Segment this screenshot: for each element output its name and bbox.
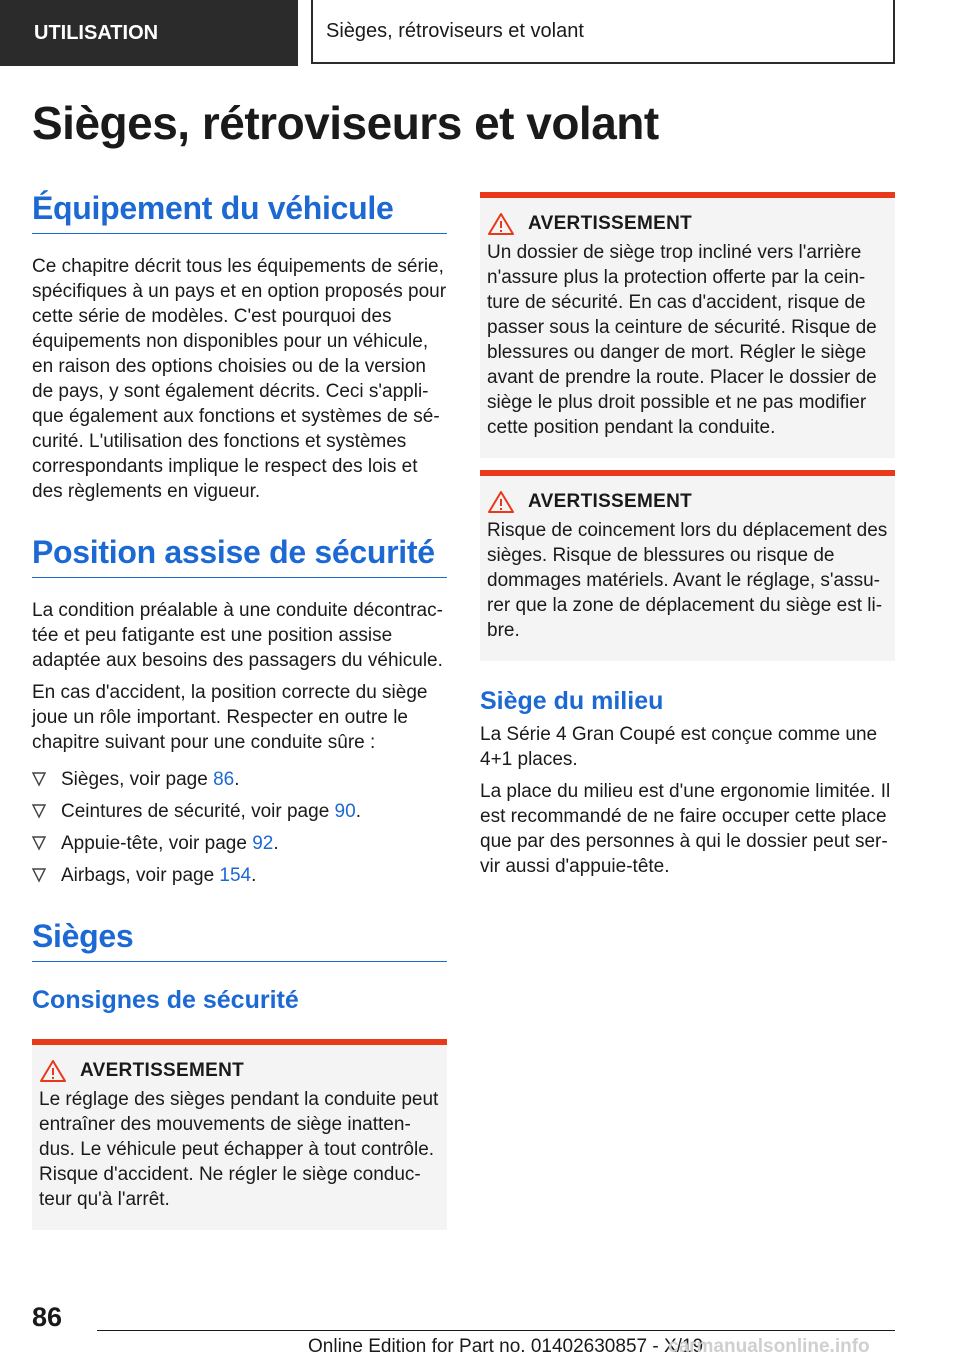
triangle-bullet-icon [32,867,46,883]
subheading-safety-notes: Consignes de sécurité [32,986,299,1014]
chapter-tab[interactable]: Sièges, rétroviseurs et volant [311,0,895,64]
heading-equipment: Équipement du véhicule [32,190,447,234]
list-item [32,831,447,856]
warning-triangle-icon [487,212,515,236]
footer-divider [97,1330,895,1331]
warning-triangle-icon [39,1059,67,1083]
warning-text: Risque de coincement lors du déplacement des sièges. Risque de blessures ou risque de dommages matériels. Avant le réglage, s'assu-rer que la zone de déplacement du siège est li-bre. [487,520,888,641]
warning-triangle-icon [487,490,515,514]
list-item-text: Ceintures de sécurité, voir page [61,801,335,822]
warning-header [39,1059,440,1083]
list-item [32,767,447,792]
warning-title: AVERTISSEMENT [528,491,693,512]
seating-para-2: En cas d'accident, la position correcte du siège joue un rôle important. Respecter en outre le chapitre suivant pour une conduite sûre : [32,682,428,753]
list-item-end: . [355,801,361,822]
heading-middle-seat: Siège du milieu [480,687,664,715]
heading-seating-position: Position assise de sécurité [32,534,447,578]
triangle-bullet-icon [32,835,46,851]
warning-title: AVERTISSEMENT [528,213,693,234]
page-title: Sièges, rétroviseurs et volant [32,97,659,149]
left-column [32,190,447,1230]
warning-text: Le réglage des sièges pendant la conduite peut entraîner des mouvements de siège inatten-dus. Le véhicule peut échapper à tout contrôle. Risque d'accident. Ne régler le siège conduc-teur qu'à l'arrêt. [39,1089,439,1210]
page-number: 86 [32,1302,63,1332]
watermark: carmanualsonline.info [668,1336,870,1357]
middle-seat-para-2: La place du milieu est d'une ergonomie limitée. Il est recommandé de ne faire occuper cette place que par des personnes à qui le dossier peut ser-vir aussi d'appuie-tête. [480,781,891,877]
list-item [32,799,447,824]
right-column [480,192,895,879]
list-item-text: Appuie-tête, voir page [61,833,253,854]
cross-reference-list [32,767,447,888]
page-reference-link[interactable]: 154 [219,865,252,886]
list-item-end: . [273,833,279,854]
triangle-bullet-icon [32,803,46,819]
heading-seats: Sièges [32,918,447,962]
warning-box [32,1039,447,1230]
list-item-end: . [234,769,240,790]
edition-text: Online Edition for Part no. 01402630857 - X/19 [308,1336,704,1357]
warning-box [480,470,895,661]
triangle-bullet-icon [32,771,46,787]
equipment-text: Ce chapitre décrit tous les équipements de série, spécifiques à un pays et en option proposés pour cette série de modèles. C'est pourquoi des équipements non disponibles pour un véhicule, en raison des options choisies ou de la version de pays, y sont également décrits. Ceci s'appli-que également aux fonctions et systèmes de sé-curité. L'utilisation des fonctions et systèmes correspondants implique le respect des lois et des règlements en vigueur. [32,256,447,502]
warning-header [487,490,888,514]
warning-title: AVERTISSEMENT [80,1060,245,1081]
list-item-text: Sièges, voir page [61,769,214,790]
section-tab[interactable]: UTILISATION [0,0,298,66]
warning-header [487,212,888,236]
seating-para-1: La condition préalable à une conduite décontrac-tée et peu fatigante est une position assise adaptée aux besoins des passagers du véhicule. [32,600,443,671]
page-reference-link[interactable]: 90 [334,801,356,822]
page-reference-link[interactable]: 92 [252,833,274,854]
middle-seat-para-1: La Série 4 Gran Coupé est conçue comme une 4+1 places. [480,724,878,770]
warning-box [480,192,895,458]
warning-text: Un dossier de siège trop incliné vers l'arrière n'assure plus la protection offerte par la cein-ture de sécurité. En cas d'accident, risque de passer sous la ceinture de sécurité. Risque de blessures ou danger de mort. Régler le siège avant de prendre la route. Placer le dossier de siège le plus droit possible et ne pas modifier cette position pendant la conduite. [487,242,877,438]
list-item-end: . [251,865,257,886]
list-item [32,863,447,888]
page-header [0,0,960,66]
list-item-text: Airbags, voir page [61,865,220,886]
page-reference-link[interactable]: 86 [213,769,235,790]
